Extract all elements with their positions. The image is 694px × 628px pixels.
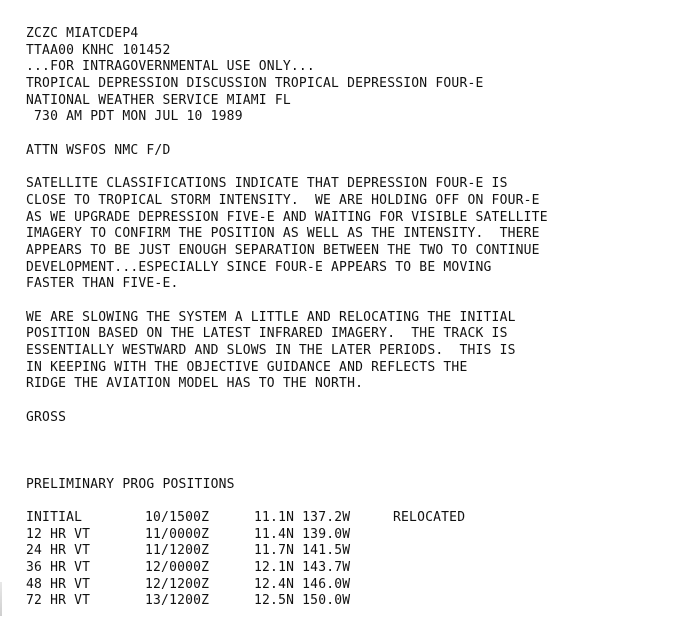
header-line: 730 AM PDT MON JUL 10 1989 [26, 109, 243, 125]
table-row [26, 577, 593, 594]
remark-cell [393, 527, 593, 544]
valid-time-cell: 10/1500Z [145, 509, 210, 525]
paragraph-line: DEVELOPMENT...ESPECIALLY SINCE FOUR-E APPEARS TO BE MOVING [26, 259, 492, 275]
table-row [26, 543, 593, 560]
position-cell: 12.4N 146.0W [254, 576, 351, 592]
position-cell: 11.7N 141.5W [254, 543, 351, 559]
forecast-time-cell: 12 HR VT [26, 526, 91, 542]
header-line: TROPICAL DEPRESSION DISCUSSION TROPICAL DEPRESSION FOUR-E [26, 76, 484, 92]
discussion-document [26, 26, 688, 610]
prog-positions-title: PRELIMINARY PROG POSITIONS [26, 476, 235, 492]
header-line: ...FOR INTRAGOVERNMENTAL USE ONLY... [26, 59, 315, 75]
valid-time-cell: 11/0000Z [145, 526, 210, 542]
paragraph-line: RIDGE THE AVIATION MODEL HAS TO THE NORTH. [26, 376, 364, 392]
header-line: TTAA00 KNHC 101452 [26, 42, 171, 58]
attention-line: ATTN WSFOS NMC F/D [26, 142, 171, 158]
remark-cell: RELOCATED [393, 509, 466, 525]
position-cell: 12.5N 150.0W [254, 593, 351, 609]
header-line: ZCZC MIATCDEP4 [26, 26, 139, 41]
valid-time-cell: 12/0000Z [145, 559, 210, 575]
table-row [26, 560, 593, 577]
remark-cell [393, 593, 593, 610]
paragraph-satellite [26, 176, 688, 293]
valid-time-cell: 13/1200Z [145, 593, 210, 609]
paragraph-line: ESSENTIALLY WESTWARD AND SLOWS IN THE LATER PERIODS. THIS IS [26, 343, 516, 359]
valid-time-cell: 12/1200Z [145, 576, 210, 592]
forecast-time-cell: 24 HR VT [26, 543, 91, 559]
remark-cell [393, 560, 593, 577]
paragraph-line: IN KEEPING WITH THE OBJECTIVE GUIDANCE AND REFLECTS THE [26, 359, 468, 375]
header-block [26, 26, 688, 126]
forecast-time-cell: 72 HR VT [26, 593, 91, 609]
paragraph-line: POSITION BASED ON THE LATEST INFRARED IMAGERY. THE TRACK IS [26, 326, 508, 342]
table-row [26, 510, 593, 527]
page-edge-mark [0, 582, 2, 616]
header-line: NATIONAL WEATHER SERVICE MIAMI FL [26, 92, 291, 108]
paragraph-line: CLOSE TO TROPICAL STORM INTENSITY. WE ARE HOLDING OFF ON FOUR-E [26, 192, 540, 208]
forecast-time-cell: 36 HR VT [26, 559, 91, 575]
paragraph-line: SATELLITE CLASSIFICATIONS INDICATE THAT DEPRESSION FOUR-E IS [26, 176, 508, 192]
paragraph-line: APPEARS TO BE JUST ENOUGH SEPARATION BETWEEN THE TWO TO CONTINUE [26, 242, 540, 258]
table-row [26, 527, 593, 544]
position-cell: 11.4N 139.0W [254, 526, 351, 542]
table-row [26, 593, 593, 610]
paragraph-line: FASTER THAN FIVE-E. [26, 276, 179, 292]
paragraph-line: WE ARE SLOWING THE SYSTEM A LITTLE AND RELOCATING THE INITIAL [26, 309, 516, 325]
position-cell: 12.1N 143.7W [254, 559, 351, 575]
remark-cell [393, 577, 593, 594]
remark-cell [393, 543, 593, 560]
paragraph-track [26, 310, 688, 393]
forecast-time-cell: 48 HR VT [26, 576, 91, 592]
forecast-time-cell: INITIAL [26, 509, 83, 525]
prog-positions-table [26, 510, 593, 610]
forecaster-signature: GROSS [26, 409, 67, 425]
paragraph-line: IMAGERY TO CONFIRM THE POSITION AS WELL AS THE INTENSITY. THERE [26, 226, 540, 242]
paragraph-line: AS WE UPGRADE DEPRESSION FIVE-E AND WAITING FOR VISIBLE SATELLITE [26, 209, 548, 225]
valid-time-cell: 11/1200Z [145, 543, 210, 559]
position-cell: 11.1N 137.2W [254, 509, 351, 525]
